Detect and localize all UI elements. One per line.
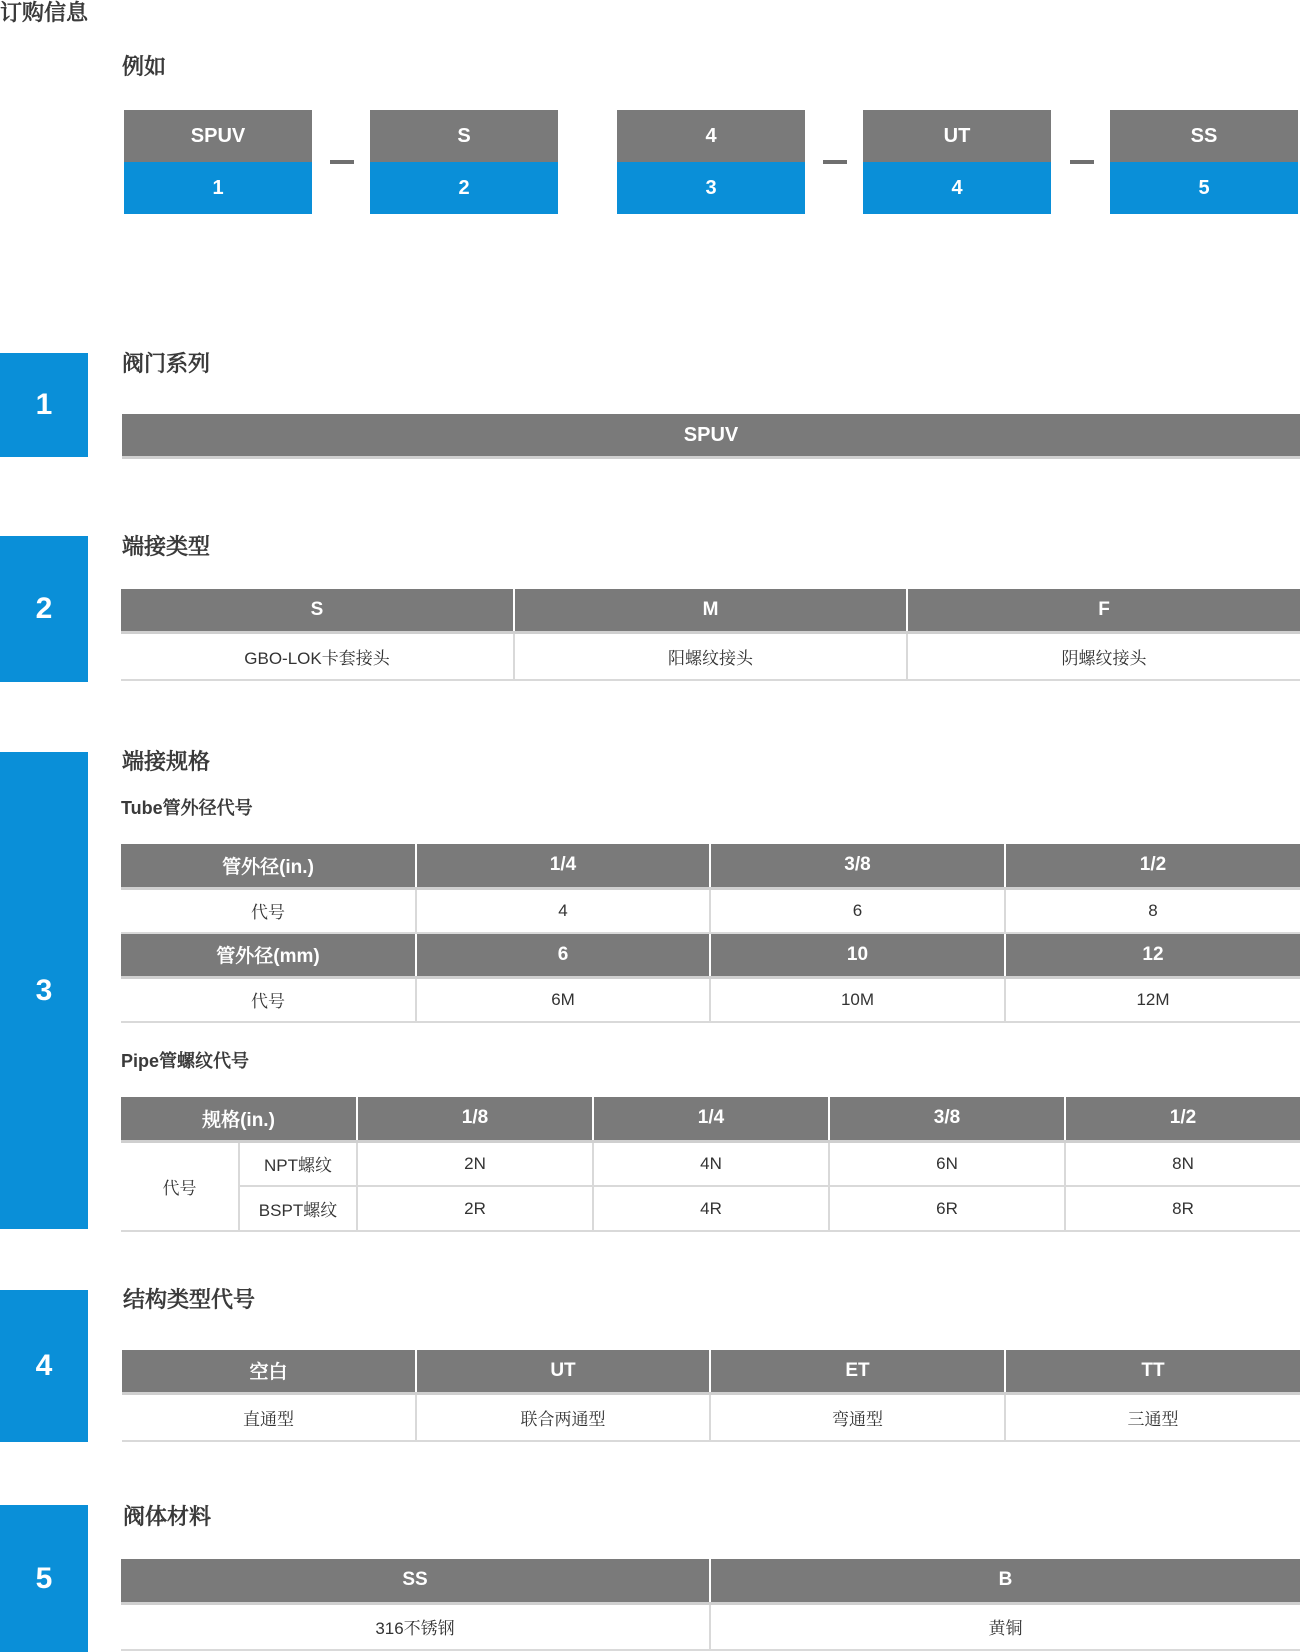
value-cell: 6 [710,888,1005,933]
section-number-2: 2 [0,536,88,682]
tube-subtitle: Tube管外径代号 [121,798,253,818]
example-box-3 [617,110,805,214]
section-title-end-type: 端接类型 [122,534,211,559]
thread-type-cell: BSPT螺纹 [239,1186,357,1231]
header-cell: 规格(in.) [121,1097,357,1141]
value-cell: 8 [1005,888,1300,933]
header-cell: 管外径(in.) [121,844,416,888]
value-cell: 6M [416,977,710,1022]
section-number-3: 3 [0,752,88,1229]
header-cell: 空白 [122,1350,416,1393]
header-cell: TT [1005,1350,1300,1393]
section-number-4: 4 [0,1290,88,1442]
header-cell: B [710,1559,1300,1603]
example-code: SPUV [124,110,312,162]
value-cell: 10M [710,977,1005,1022]
example-box-1 [124,110,312,214]
pipe-subtitle: Pipe管螺纹代号 [121,1051,250,1071]
header-cell: ET [710,1350,1005,1393]
header-cell: 管外径(mm) [121,933,416,977]
example-box-2 [370,110,558,214]
thread-type-cell: NPT螺纹 [239,1141,357,1186]
section-title-body-material: 阀体材料 [123,1504,212,1529]
value-cell: 4 [416,888,710,933]
value-cell: 12M [1005,977,1300,1022]
value-cell: 联合两通型 [416,1393,710,1441]
header-cell: F [907,589,1300,632]
value-cell: 三通型 [1005,1393,1300,1441]
example-title: 例如 [122,54,167,79]
dash-separator [823,160,847,164]
header-cell: 12 [1005,933,1300,977]
header-cell: 6 [416,933,710,977]
example-code: UT [863,110,1051,162]
value-cell: 直通型 [122,1393,416,1441]
structure-type-table [122,1350,1300,1442]
value-cell: 弯通型 [710,1393,1005,1441]
header-cell: SS [121,1559,710,1603]
value-cell: 阴螺纹接头 [907,632,1300,680]
value-cell: 阳螺纹接头 [514,632,907,680]
header-cell: 3/8 [710,844,1005,888]
value-cell: GBO-LOK卡套接头 [121,632,514,680]
value-cell: 代号 [121,888,416,933]
section-title-structure-type: 结构类型代号 [123,1287,256,1312]
header-cell: 1/2 [1005,844,1300,888]
header-cell: 3/8 [829,1097,1065,1141]
example-box-5 [1110,110,1298,214]
value-cell: 代号 [121,977,416,1022]
section-number-1: 1 [0,353,88,457]
header-cell: 1/4 [416,844,710,888]
example-num: 4 [863,162,1051,214]
value-cell: 8R [1065,1186,1300,1231]
example-box-4 [863,110,1051,214]
example-num: 1 [124,162,312,214]
dash-separator [330,160,354,164]
body-material-table [121,1559,1300,1651]
series-value: SPUV [122,414,1300,459]
value-cell: 黄铜 [710,1603,1300,1650]
value-cell: 4N [593,1141,829,1186]
dash-separator [1070,160,1094,164]
code-label-cell: 代号 [121,1141,239,1231]
value-cell: 2N [357,1141,593,1186]
value-cell: 6R [829,1186,1065,1231]
header-cell: S [121,589,514,632]
header-cell: 10 [710,933,1005,977]
example-num: 2 [370,162,558,214]
value-cell: 2R [357,1186,593,1231]
section-title-end-spec: 端接规格 [122,749,211,774]
value-cell: 316不锈钢 [121,1603,710,1650]
pipe-table [121,1097,1300,1232]
value-cell: 8N [1065,1141,1300,1186]
example-code: S [370,110,558,162]
example-code: 4 [617,110,805,162]
section-number-5: 5 [0,1505,88,1652]
example-code: SS [1110,110,1298,162]
section-title-valve-series: 阀门系列 [122,351,211,376]
header-cell: M [514,589,907,632]
page-title: 订购信息 [0,0,89,25]
value-cell: 6N [829,1141,1065,1186]
example-num: 5 [1110,162,1298,214]
header-cell: UT [416,1350,710,1393]
header-cell: 1/4 [593,1097,829,1141]
header-cell: 1/8 [357,1097,593,1141]
header-cell: 1/2 [1065,1097,1300,1141]
example-num: 3 [617,162,805,214]
value-cell: 4R [593,1186,829,1231]
end-type-table [121,589,1300,681]
tube-table [121,844,1300,1023]
